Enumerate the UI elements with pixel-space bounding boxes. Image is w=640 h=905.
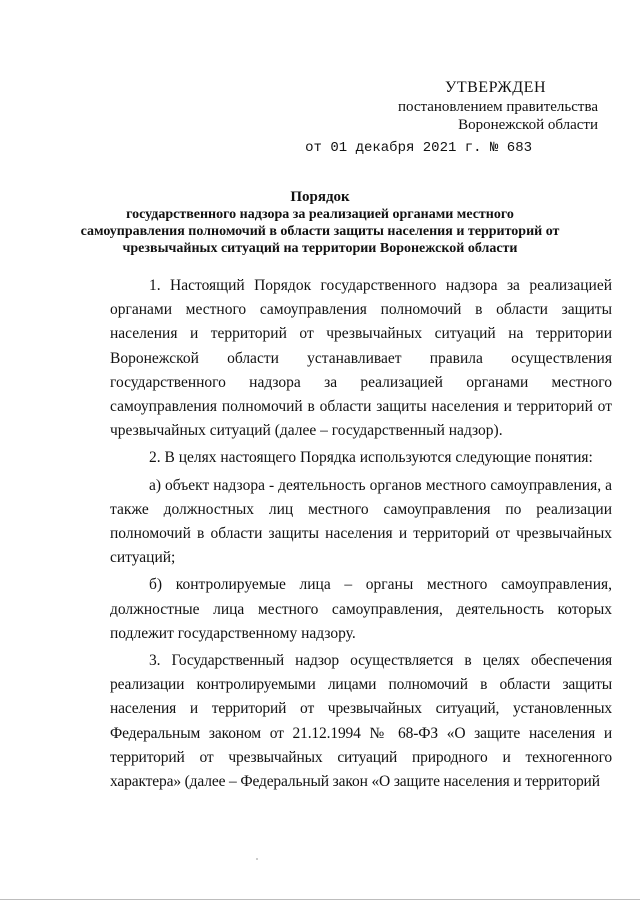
title-heading: Порядок	[290, 189, 350, 205]
document-title	[80, 189, 560, 257]
document-body	[110, 274, 612, 794]
scan-speck	[256, 858, 258, 860]
approved-label: УТВЕРЖДЕН	[445, 79, 546, 96]
approval-line-1: постановлением правительства	[397, 99, 598, 115]
approval-stamp	[300, 78, 598, 158]
paragraph-3: 3. Государственный надзор осуществляется в целях обеспечения реализации контролируемыми лицами полномочий в области защиты населения и территорий от чрезвычайных ситуаций, установленных Федеральным законом от 21.12.1994 № 68-ФЗ «О защите населения и территорий от чрезвычайных ситуаций природного и техногенного характера» (далее – Федеральный закон «О защите населения и территорий	[110, 652, 612, 791]
approval-line-2: Воронежской области	[458, 117, 598, 133]
page-bottom-rule	[0, 899, 640, 900]
title-line-3: чрезвычайных ситуаций на территории Воронежской области	[122, 241, 518, 256]
title-line-1: государственного надзора за реализацией органами местного	[126, 207, 514, 222]
title-line-2: самоуправления полномочий в области защиты населения и территорий от	[80, 224, 560, 239]
decree-number: от 01 декабря 2021 г. № 683	[305, 140, 532, 156]
paragraph-2: 2. В целях настоящего Порядка используются следующие понятия:	[149, 449, 593, 467]
paragraph-1: 1. Настоящий Порядок государственного надзора за реализацией органами местного самоуправления полномочий в области защиты населения и территорий от чрезвычайных ситуаций на территории Воронежской области устанавливает правила осуществления государственного надзора за реализацией органами местного самоуправления полномочий в области защиты населения и территорий от чрезвычайных ситуаций (далее – государственный надзор).	[110, 277, 612, 440]
paragraph-2b: б) контролируемые лица – органы местного самоуправления, должностные лица местного самоуправления, деятельность которых подлежит государственному надзору.	[110, 576, 612, 642]
paragraph-2a: а) объект надзора - деятельность органов местного самоуправления, а также должностных лиц местного самоуправления по реализации полномочий в области защиты населения и территорий от чрезвычайных ситуаций;	[110, 476, 612, 567]
